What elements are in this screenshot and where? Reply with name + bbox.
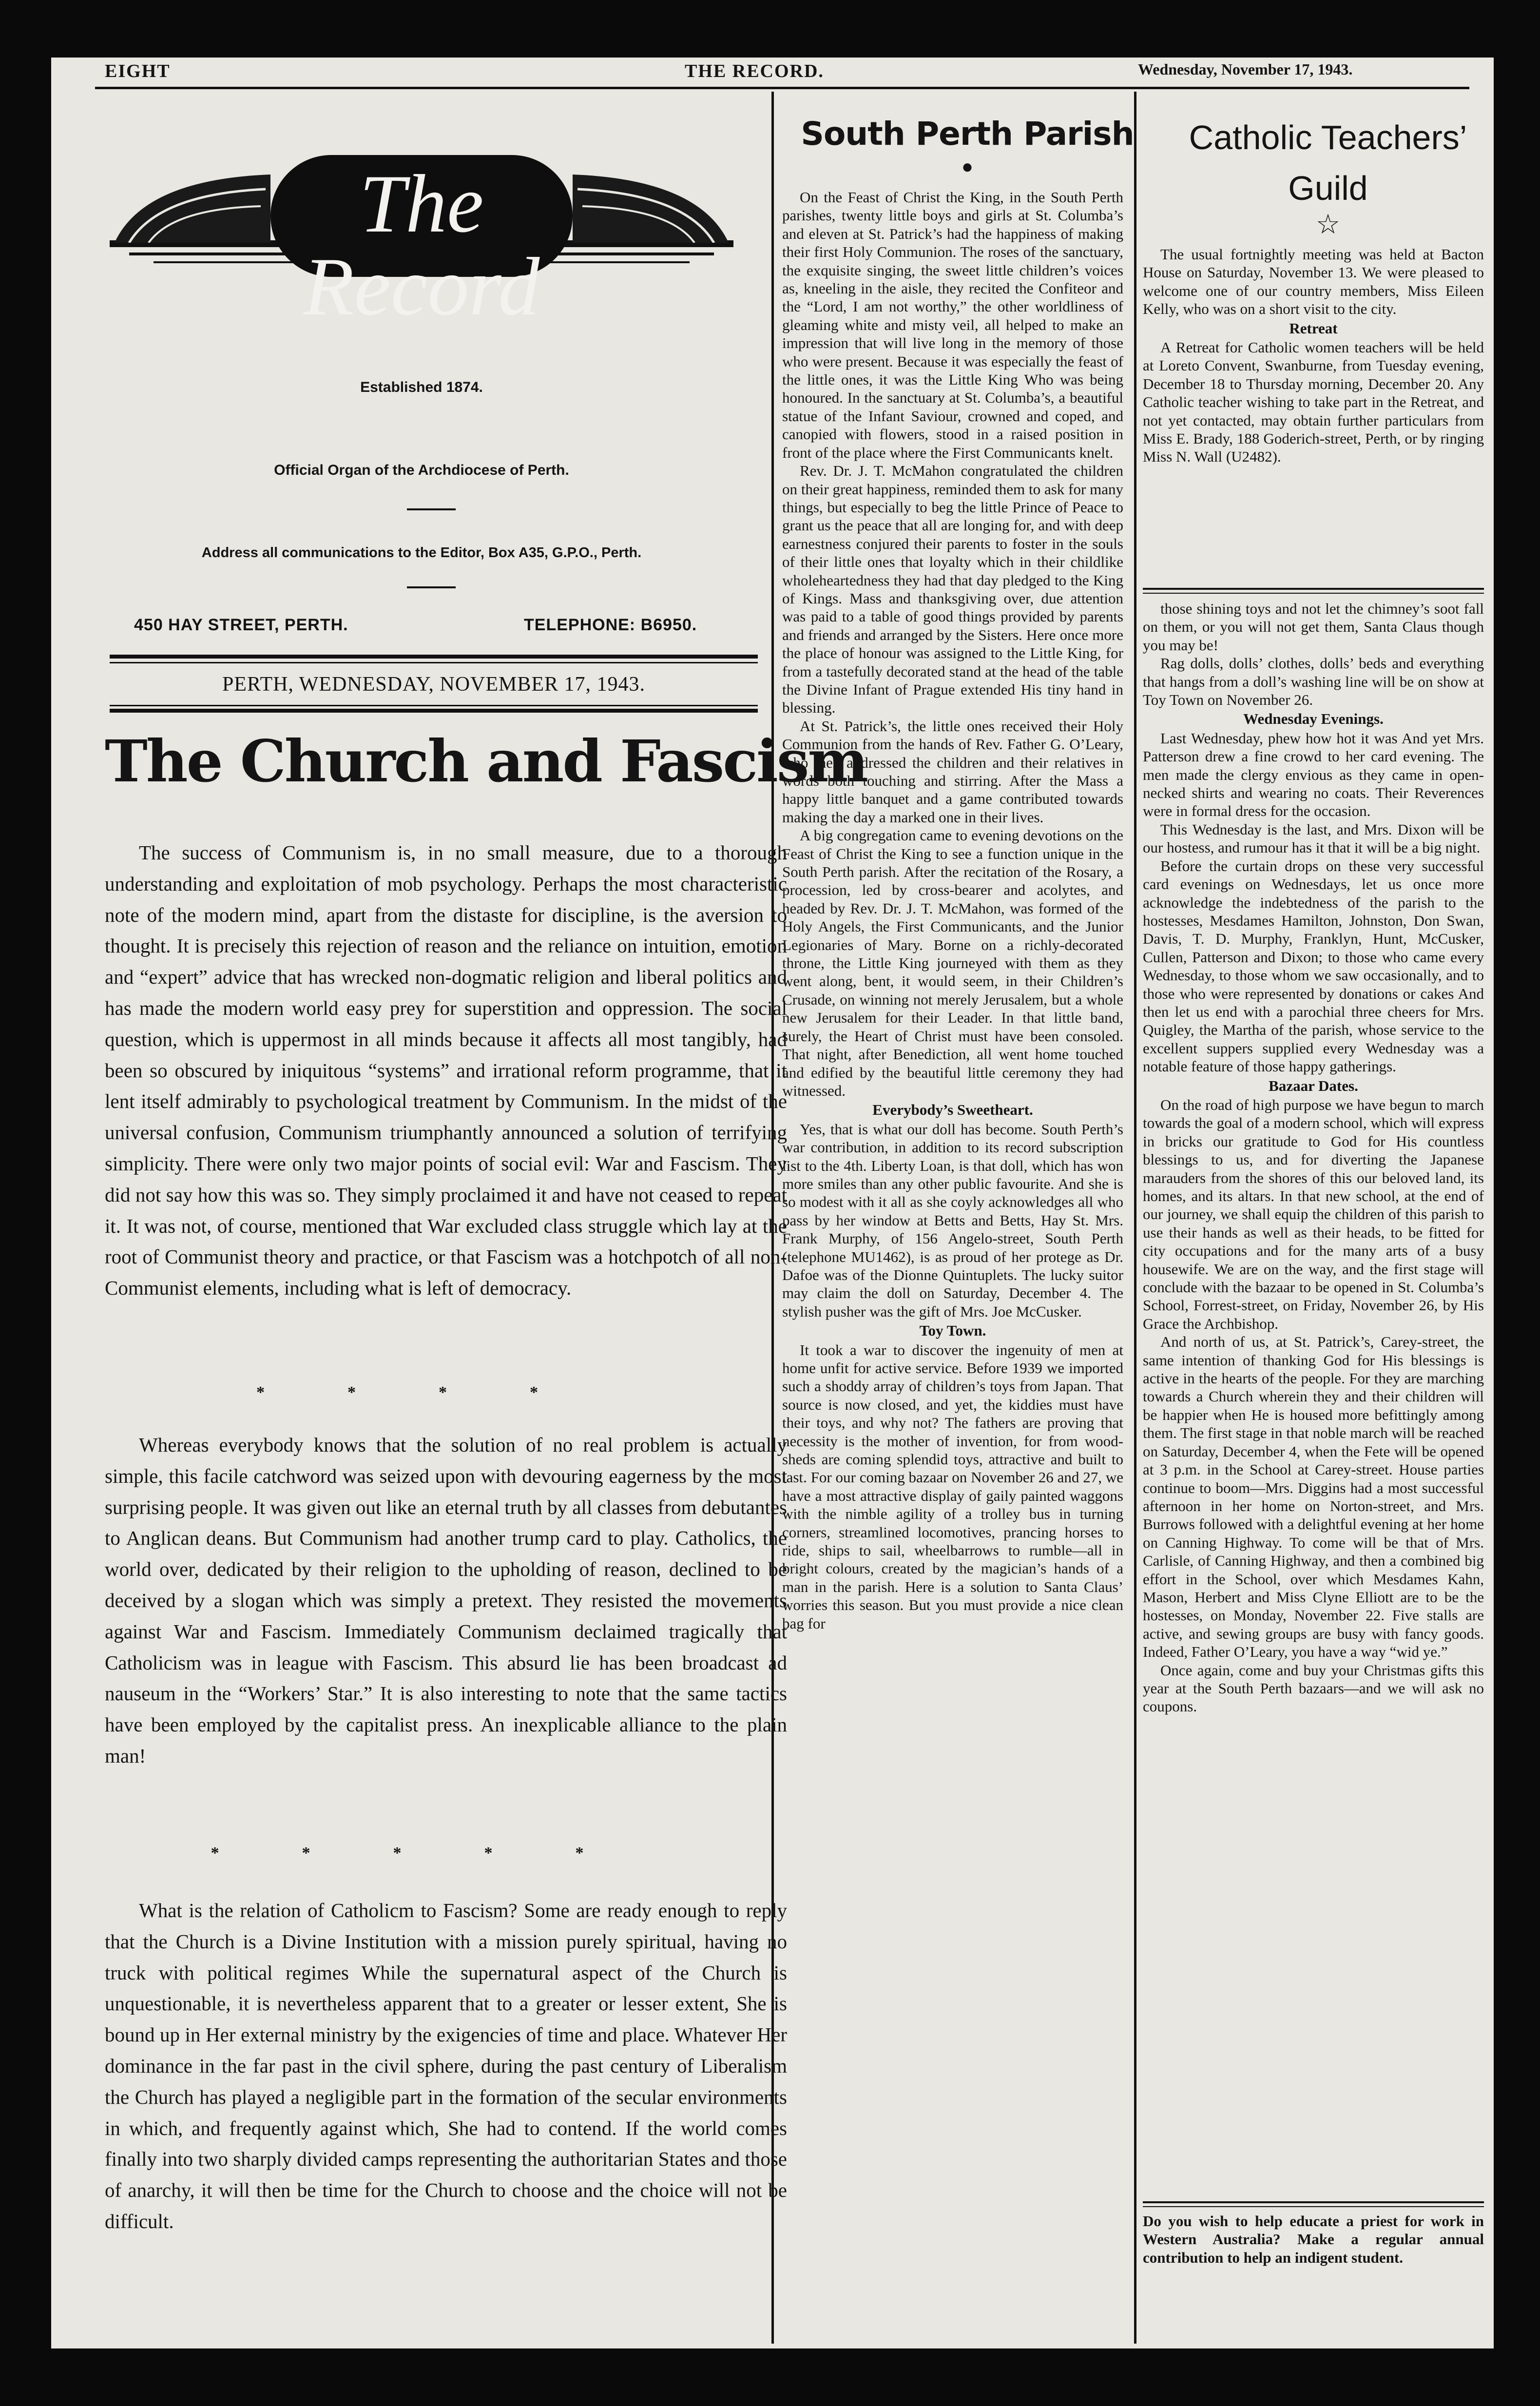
subheading: Toy Town. (919, 1322, 986, 1339)
street-address: 450 HAY STREET, PERTH. (134, 616, 348, 634)
subheading: Retreat (1289, 319, 1338, 337)
header-date: Wednesday, November 17, 1943. (1138, 60, 1353, 78)
appeal-rule (1143, 2201, 1484, 2203)
newspaper-page (51, 58, 1494, 2348)
south-perth-heading: South Perth Parish (801, 115, 1134, 153)
editorial-paragraph: The success of Communism is, in no small measure, due to a thorough understanding and exploitation of mob psychology. Perhaps the most characteristic note of the modern mind, apart from the distaste for discipline, is the aversion to thought. It is precisely this rejection of reason and the reliance on intuition, emotion and “expert” advice that has wrecked non-dogmatic religion and liberal politics and has made the modern world easy prey for superstition and oppression. The social question, which is uppermost in all minds because it affects all most tangibly, had been so obscured by iniquitous “systems” and irrational reform programme, that it lent itself admirably to psychological treatment by Communism. In the midst of the universal confusion, Communism triumphantly announced a solution of terrifying simplicity. There were only two major points of social evil: War and Fascism. They did not say how this was so. They simply proclaimed it and have not ceased to repeat it. It was not, of course, mentioned that War excluded class struggle which lay at the root of Communist theory and practice, or that Fascism was a hotchpotch of all non-Communist elements, including what is left of democracy. (105, 841, 787, 1300)
section-separator: * * * * * (211, 1844, 584, 1862)
dateline-rule-top-thin (110, 662, 758, 663)
established-line: Established 1874. (360, 379, 483, 395)
masthead-dash (407, 586, 456, 588)
subheading: Bazaar Dates. (1269, 1077, 1358, 1094)
priest-appeal: Do you wish to help educate a priest for work in Western Australia? Make a regular annual contribution to help an indigent student. (1143, 2212, 1484, 2266)
guild-article: The usual fortnightly meeting was held at Bacton House on Saturday, November 13. We were pleased to welcome one of our country members, Miss Eileen Kelly, who was on a short visit to the city. Retreat A Retreat for Catholic women teachers will be held at Loreto Convent, Swanburne, from Tuesday evening, December 18 to Thursday morning, December 20. Any Catholic teacher wishing to take part in the Retreat, and not yet contacted, may obtain further particulars from Miss E. Brady, 188 Goderich-street, Perth, or by ringing Miss N. Wall (U2482). (1143, 246, 1484, 466)
paper-name: THE RECORD. (685, 61, 824, 81)
editorial-section-2 (105, 1430, 787, 1772)
ornament-left (115, 170, 275, 243)
dateline-rule-bottom (110, 709, 758, 713)
appeal-rule-thin (1143, 2206, 1484, 2207)
editorial-section-3 (105, 1895, 787, 2237)
dateline-rule-bottom-thin (110, 705, 758, 706)
official-organ-line: Official Organ of the Archdiocese of Perth. (274, 462, 569, 478)
masthead-logo (110, 136, 733, 345)
guild-rule-thin (1143, 593, 1484, 594)
telephone: TELEPHONE: B6950. (524, 616, 697, 634)
editorial-paragraph: What is the relation of Catholicm to Fascism? Some are ready enough to reply that the Church is a Divine Institution with a mission purely spiritual, having no truck with political regimes While the supernatural aspect of the Church is unquestionable, it is nevertheless apparent that to a greater or lesser extent, She is bound up in Her external ministry by the exigencies of time and place. Whatever Her dominance in the far past in the civil sphere, during the past century of Liberalism the Church has played a negligible part in the formation of the secular environments in which, and frequently against which, She had to contend. If the world comes finally into two sharply divided camps representing the authoritarian States and those of anarchy, it will then be time for the Church to choose and the choice will not be difficult. (105, 1899, 787, 2232)
address-line: Address all communications to the Editor, Box A35, G.P.O., Perth. (201, 545, 642, 561)
subheading: Wednesday Evenings. (1243, 710, 1384, 728)
subheading: Everybody’s Sweetheart. (872, 1101, 1033, 1119)
page-number: EIGHT (105, 61, 171, 81)
ornament-right (568, 170, 729, 243)
dateline: PERTH, WEDNESDAY, NOVEMBER 17, 1943. (222, 673, 646, 696)
masthead-title: The Record (303, 158, 540, 332)
section-separator: * * * * (256, 1383, 538, 1401)
south-perth-continued: those shining toys and not let the chimney’s soot fall on them, or you will not get them, Santa Claus though you may be! Rag dolls, dolls’ clothes, dolls’ beds and everything that hangs from a doll’s washing line will be on show at Toy Town on November 26. Wednesday Evenings. Last Wednesday, phew how hot it was And yet Mrs. Patterson drew a fine crowd to her card evening. The men made the clergy envious as they came in open-necked shirts and wearing no coats. Their Reverences were in formal dress for the occasion. This Wednesday is the last, and Mrs. Dixon will be our hostess, and rumour has it that it will be a big night. Before the curtain drops on these very successful card evenings on Wednesdays, let us once more acknowledge the indebtedness of the parish to the hostesses, Mesdames Hamilton, Johnston, Don Swan, Davis, T. D. Murphy, Franklyn, Hunt, McCusker, Cullen, Patterson and Dixon; to those who came every Wednesday, to those whom we saw occasionally, and to those who were represented by donations or cakes And then let us end with a parochial three cheers for Mrs. Quigley, the Martha of the parish, whose service to the excellent suppers supplied every Wednesday was a notable feature of those happy gatherings. Bazaar Dates. On the road of high purpose we have begun to march towards the goal of a modern school, which will express in bricks our gratitude to God for His countless blessings to us, and for diverting the Japanese marauders from the shores of this our beloved land, its homes, and its altars. In that new school, at the end of our journey, we shall equip the children of this parish to use their hands as well as their heads, to be fitted for city occupations and for the many arts of a busy housewife. We are on the way, and the first stage will conclude with the bazaar to be opened in St. Columba’s School, Forrest-street, on Friday, November 26, by His Grace the Archbishop. And north of us, at St. Patrick’s, Carey-street, the same intention of thanking God for His blessings is active in the hearts of the people. For they are marching towards a Church wherein they and their children will be happier when He is housed more befittingly among them. The first stage in that noble march will be reached on Saturday, December 4, when the Fete will be opened at 3 p.m. in the School at Carey-street. House parties continue to boom—Mrs. Diggins had a most successful afternoon in her home on Norton-street, and Mrs. Burrows followed with a delightful evening at her home on Canning Highway. To come will be that of Mrs. Carlisle, of Canning Highway, and then a combined big effort in the School, over which Mesdames Kahn, Mason, Herbert and Miss Clyne Elliott are to be the hostesses, on Monday, November 22. Five stalls are active, and sewing groups are busy with fancy goods. Indeed, Father O’Leary, you have a way “wid ye.” Once again, come and buy your Christmas gifts this year at the South Perth bazaars—and we will ask no coupons. (1143, 600, 1484, 1715)
header-rule (95, 87, 1469, 89)
editorial-paragraph: Whereas everybody knows that the solution of no real problem is actually simple, this facile catchword was seized upon with devouring eagerness by the most surprising people. It was given out like an eternal truth by all classes from debutantes to Anglican deans. But Communism had another trump card to play. Catholics, the world over, dedicated by their religion to the upholding of reason, declined to be deceived by a slogan which was simply a pretext. They resisted the movements against War and Fascism. Immediately Communism declaimed tragically that Catholicism was in league with Fascism. This absurd lie has been broadcast ad nauseum in the “Workers’ Star.” It is also interesting to note that the same tactics have been employed by the capitalist press. An inexplicable alliance to the plain man! (105, 1434, 787, 1767)
guild-rule (1143, 588, 1484, 590)
editorial-section-1 (105, 837, 787, 1304)
star-icon: ☆ (1315, 210, 1341, 240)
guild-heading: Catholic Teachers’ Guild (1189, 118, 1467, 207)
editorial-headline: The Church and Fascism (105, 727, 867, 795)
bullet-icon: ● (961, 155, 974, 177)
column-rule-2 (1134, 92, 1136, 2344)
dateline-rule-top (110, 655, 758, 659)
masthead-dash (407, 508, 456, 510)
south-perth-article: On the Feast of Christ the King, in the South Perth parishes, twenty little boys and girls at St. Columba’s and eleven at St. Patrick’s had the happiness of making their first Holy Communion. The roses of the sanctuary, the exquisite singing, the sweet little children’s voices as, kneeling in the aisle, they recited the Confiteor and the “Lord, I am not worthy,” the other worldliness of gleaming white and misty veil, all helped to make an impression that will live long in the memory of those who were present. Because it was especially the feast of the little ones, it was the Little King Who was being honoured. In the sanctuary at St. Columba’s, a beautiful statue of the Infant Saviour, crowned and coped, and canopied with flowers, stood in a raised position in front of the place where the First Communicants knelt. Rev. Dr. J. T. McMahon congratulated the children on their great happiness, reminded them to ask for many things, but especially to beg the little Prince of Peace to grant us the peace that all are longing for, and with deep earnestness conjured their parents to foster in the souls of their little ones that loyalty which in their childlike wholeheartedness they had that day pledged to the King of Kings. Mass and thanksgiving over, due attention was paid to a table of good things provided by parents and friends and arranged by the Sisters. Here once more the place of honour was assigned to the Little King, for from a tastefully decorated stand at the head of the table the Divine Infant of Prague extended His tiny hand in blessing. At St. Patrick’s, the little ones received their Holy Communion from the hands of Rev. Father G. O’Leary, who then addressed the children and their relatives in words both touching and stirring. After the Mass a happy little banquet and a game contributed towards making the day a marked one in their lives. A big congregation came to evening devotions on the Feast of Christ the King to see a function unique in the South Perth parish. After the recitation of the Rosary, a procession, led by cross-bearer and acolytes, and headed by Rev. Dr. J. T. McMahon, was formed of the Holy Angels, the First Communicants, and the Junior Legionaries of Mary. Borne on a richly-decorated throne, the Little King journeyed with them as they went along, bent, it would seem, in their Children’s Crusade, on winning not merely Jerusalem, but a whole new Jerusalem for their Leader. In that little band, surely, the Heart of Christ must have been consoled. That night, after Benediction, all went home touched and edified by the beautiful little ceremony they had witnessed. Everybody’s Sweetheart. Yes, that is what our doll has become. South Perth’s war contribution, in addition to its record subscription list to the 4th. Liberty Loan, is that doll, which has won more smiles than any other public favourite. And she is so modest with it all as she coyly acknowledges all who pass by her window at Betts and Betts, Hay St. Mrs. Frank Murphy, of 156 Angelo-street, South Perth (telephone MU1462), is as proud of her protege as Dr. Dafoe was of the Dionne Quintuplets. The lucky suitor may claim the doll on Saturday, December 4. The stylish pusher was the gift of Mrs. Joe McCusker. Toy Town. It took a war to discover the ingenuity of men at home unfit for active service. Before 1939 we imported such a shoddy array of children’s toys from Japan. That source is now closed, and yet, the kiddies must have their toys, and why not? The fathers are proving that necessity is the mother of invention, for from wood-sheds are coming splendid toys, attractive and built to last. For our coming bazaar on November 26 and 27, we have a most attractive display of gaily painted waggons with the nimble agility of a trolley bus in turning corners, streamlined locomotives, prancing horses to ride, ships to sail, wheelbarrows to rumble—all in bright colours, created by the magician’s hands of a man in the parish. Here is a solution to Santa Claus’ worries this season. But you must provide a nice clean bag for (782, 189, 1123, 1632)
